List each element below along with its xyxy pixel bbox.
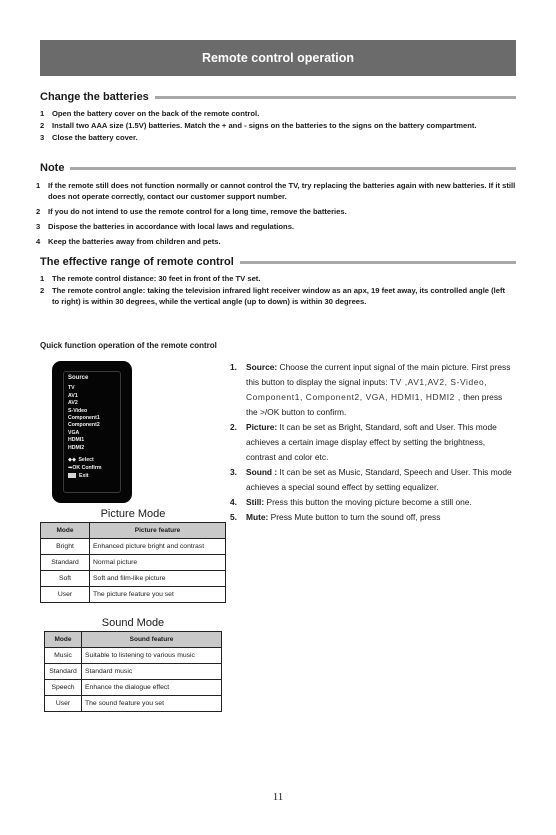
function-list [230, 360, 512, 525]
table-header-row [45, 632, 222, 648]
column-header: Picture feature [90, 523, 226, 539]
list-item: 2 If you do not intend to use the remote control for a long time, remove the batteries. [36, 207, 347, 216]
list-item: 3 Dispose the batteries in accordance with local laws and regulations. [36, 222, 295, 231]
osd-item: Component2 [68, 422, 100, 429]
range-heading-bar [40, 254, 516, 270]
osd-item: S-Video [68, 407, 88, 414]
page-number: 11 [272, 791, 284, 803]
banner-title: Remote control operation [201, 51, 355, 65]
select-arrows-icon: ◆◆ [68, 457, 76, 463]
list-item: 1 The remote control distance: 30 feet in front of the TV set. [40, 274, 261, 283]
table-row: Speech Enhance the dialogue effect [45, 680, 222, 696]
list-item: 2 Install two AAA size (1.5V) batteries. Match the + and - signs on the batteries to the signs on the battery compartment. [40, 121, 477, 130]
range-heading: The effective range of remote control [40, 256, 234, 268]
osd-item: TV [68, 385, 75, 392]
list-item: 5. Mute: Press Mute button to turn the sound off, press [230, 512, 441, 522]
list-item: 3. Sound : It can be set as Music, Standard, Speech and User. This mode achieves a special sound effect by setting equalizer. [230, 467, 512, 492]
osd-item: HDMI1 [68, 437, 85, 444]
osd-item: Component1 [68, 415, 100, 422]
osd-screen [63, 371, 121, 493]
osd-item: AV1 [68, 392, 78, 399]
exit-icon [68, 473, 76, 478]
picture-mode-table [40, 522, 226, 603]
list-item: 1. Source: Choose the current input signal of the main picture. First press this button to display the signal inputs: TV ,AV1,AV2, S-Video, Component1, Component2, VGA, HDMI1, HDMI2 , then press the >/OK button to confirm. [230, 362, 511, 417]
note-heading: Note [40, 162, 65, 174]
osd-source-label: Source [68, 375, 89, 381]
list-item: 2. Picture: It can be set as Bright, Standard, soft and User. This mode achieves a certain image display effect by setting the brightness, contrast and color etc. [230, 422, 497, 462]
list-item: 1 Open the battery cover on the back of the remote control. [40, 109, 260, 118]
heading-rule [240, 261, 516, 264]
quick-function-title: Quick function operation of the remote control [40, 341, 217, 350]
table-row: Soft Soft and film-like picture [41, 571, 226, 587]
tv-source-menu-illustration [52, 361, 132, 503]
batteries-heading: Change the batteries [40, 91, 149, 103]
list-item: 3 Close the battery cover. [40, 133, 138, 142]
table-header-row [41, 523, 226, 539]
column-header: Sound feature [82, 632, 222, 648]
note-heading-bar [40, 160, 516, 176]
page-banner [40, 40, 516, 76]
sound-mode-table [44, 631, 222, 712]
table-row: User The picture feature you set [41, 587, 226, 603]
column-header: Mode [41, 523, 90, 539]
table-row: Standard Standard music [45, 664, 222, 680]
list-item: 4. Still: Press this button the moving picture become a still one. [230, 497, 472, 507]
heading-rule [70, 167, 516, 170]
osd-item: HDMI2 [68, 444, 85, 451]
column-header: Mode [45, 632, 82, 648]
osd-item: VGA [68, 429, 80, 436]
list-item: 2 The remote control angle: taking the television infrared light receiver window as an apx, 19 feet away, its controlled angle (left to right) is within 30 degrees, while the vertical angle (up to down) is within 30 degrees. [40, 286, 506, 306]
table-row: User The sound feature you set [45, 696, 222, 712]
table-row: Standard Normal picture [41, 555, 226, 571]
range-list [40, 273, 514, 308]
table-row: Music Suitable to listening to various music [45, 648, 222, 664]
list-item: 1 If the remote still does not function normally or cannot control the TV, try replacing the batteries again with new batteries. If it still does not operate correctly, contact our customer support number. [36, 181, 516, 201]
sound-mode-caption: Sound Mode [101, 617, 165, 629]
ok-arrow-icon: ➡OK [68, 465, 81, 471]
batteries-heading-bar [40, 89, 516, 105]
batteries-list [40, 108, 516, 144]
note-list [36, 180, 518, 248]
osd-legend: ◆◆ Select ➡OK Confirm Exit [68, 457, 102, 479]
list-item: 4 Keep the batteries away from children and pets. [36, 237, 221, 246]
osd-item: AV2 [68, 400, 78, 407]
heading-rule [155, 96, 516, 99]
picture-mode-caption: Picture Mode [100, 508, 166, 520]
table-row: Bright Enhanced picture bright and contrast [41, 539, 226, 555]
